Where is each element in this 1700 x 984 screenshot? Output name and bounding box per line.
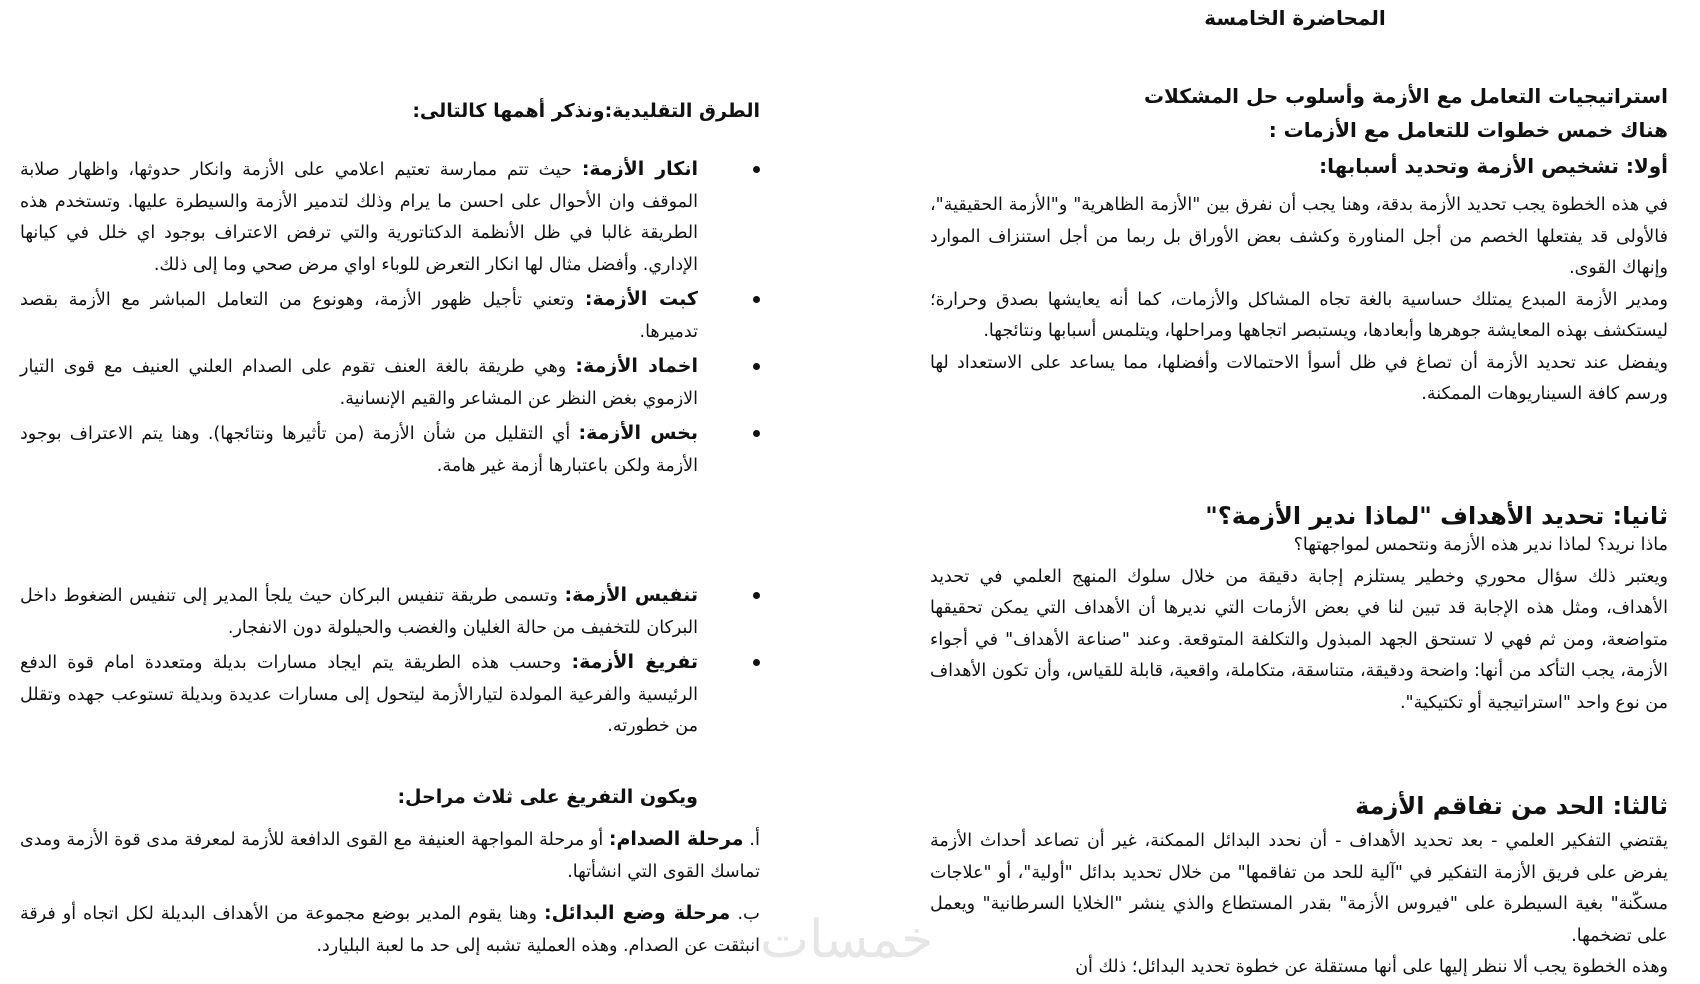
method-item: اخماد الأزمة: وهي طريقة بالغة العنف تقوم على الصدام العلني العنيف مع قوى التيار الازموي بغض النظر عن المشاعر والقيم الإنسانية. — [20, 351, 760, 415]
stage-item: ب. مرحلة وضع البدائل: وهنا يقوم المدير بوضع مجموعة من الأهداف البديلة لكل اتجاه أو فرقة انبثقت عن الصدام. وهذه العملية تشبه إلى حد ما لعبة البليارد. — [20, 902, 760, 956]
bullet-icon — [753, 659, 760, 666]
section-first-paragraph-1: في هذه الخطوة يجب تحديد الأزمة بدقة، وهنا يجب أن نفرق بين "الأزمة الظاهرية" و"الأزمة الحقيقية"، فالأولى قد يفتعلها الخصم من أجل المناورة وكشف بعض الأوراق بل ربما من أجل استنزاف الموارد وإنهاك القوى. — [930, 195, 1668, 278]
section-third-heading: ثالثا: الحد من تفاقم الأزمة — [1355, 792, 1668, 820]
method-item: بخس الأزمة: أي التقليل من شأن الأزمة (من تأثيرها ونتائجها). وهنا يتم الاعتراف بوجود الأزمة ولكن باعتبارها أزمة غير هامة. — [20, 418, 760, 482]
methods-list-1 — [20, 154, 760, 485]
section-third-paragraph: يقتضي التفكير العلمي - بعد تحديد الأهداف - أن نحدد البدائل الممكنة، غير أن تصاعد أحداث الأزمة يفرض على فريق الأزمة التفكير في "آلية للحد من تفاقمها" من خلال تحديد بدائل "أولية"، أو "علاجات مسكّنة" بغية السيطرة على "فيروس الأزمة" بقدر المستطاع والذي ينشر "الخلايا السرطانية" ويعمل على تضخمها. — [930, 831, 1668, 946]
lecture-title: المحاضرة الخامسة — [1204, 6, 1386, 30]
method-item: تنفيس الأزمة: وتسمى طريقة تنفيس البركان حيث يلجأ المدير إلى تنفيس الضغوط داخل البركان للتخفيف من حالة الغليان والغضب والحيلولة دون الانفجار. — [20, 580, 760, 644]
document-subtitle: هناك خمس خطوات للتعامل مع الأزمات : — [1268, 118, 1668, 142]
bullet-icon — [753, 296, 760, 303]
section-first-paragraph-3: ويفضل عند تحديد الأزمة أن تصاغ في ظل أسوأ الاحتمالات وأفضلها، مما يساعد على الاستعداد لها ورسم كافة السيناريوهات الممكنة. — [930, 352, 1668, 404]
right-column — [930, 0, 1668, 977]
watermark-logo: خمسات — [760, 910, 934, 970]
method-item: تفريغ الأزمة: وحسب هذه الطريقة يتم ايجاد مسارات بديلة ومتعددة امام قوة الدفع الرئيسية والفرعية المولدة لتيارالأزمة ليتحول إلى مسارات عديدة وبديلة تستوعب جهده وتقلل من خطورته. — [20, 647, 760, 743]
methods-list-2 — [20, 580, 760, 746]
section-third — [930, 792, 1668, 984]
bullet-icon — [753, 430, 760, 437]
section-first — [930, 154, 1668, 411]
section-second-question: ماذا نريد؟ لماذا ندير هذه الأزمة ونتحمس لمواجهتها؟ — [1293, 535, 1668, 555]
bullet-icon — [753, 166, 760, 173]
section-first-heading: أولا: تشخيص الأزمة وتحديد أسبابها: — [1319, 154, 1668, 178]
section-first-paragraph-2: ومدير الأزمة المبدع يمتلك حساسية بالغة تجاه المشاكل والأزمات، كما أنه يعايشها بصدق وحرارة؛ ليستكشف بهذه المعايشة جوهرها وأبعادها، ويستبصر اتجاهها ومراحلها، ويتلمس أسبابها ونتائجها. — [930, 289, 1668, 341]
traditional-methods-heading: الطرق التقليدية:ونذكر أهمها كالتالى: — [412, 100, 760, 122]
method-item: كبت الأزمة: وتعني تأجيل ظهور الأزمة، وهونوع من التعامل المباشر مع الأزمة بقصد تدميرها. — [20, 284, 760, 348]
section-second-heading: ثانيا: تحديد الأهداف "لماذا ندير الأزمة؟" — [1205, 502, 1668, 530]
bullet-icon — [753, 592, 760, 599]
section-second-paragraph: ويعتبر ذلك سؤال محوري وخطير يستلزم إجابة دقيقة من خلال سلوك المنهج العلمي في تحديد الأهداف، ومثل هذه الإجابة قد تبين لنا في بعض الأزمات التي نديرها أن الأهداف التي يمكن تحقيقها متواضعة، ومن ثم فهي لا تستحق الجهد المبذول والتكلفة المتوقعة. وعند "صناعة الأهداف" في أجواء الأزمة، يجب التأكد من أنها: واضحة ودقيقة، متناسقة، متكاملة، واقعية، قابلة للقياس، وأن تكون الأهداف من نوع واحد "استراتيجية أو تكتيكية". — [930, 566, 1668, 713]
left-column — [20, 0, 760, 970]
stage-item: أ. مرحلة الصدام: أو مرحلة المواجهة العنيفة مع القوى الدافعة للأزمة لمعرفة مدى قوة الأزمة ومدى تماسك القوى التي انشأتها. — [20, 828, 760, 882]
section-third-paragraph-2: وهذه الخطوة يجب ألا ننظر إليها على أنها مستقلة عن خطوة تحديد البدائل؛ ذلك أن — [1075, 957, 1668, 977]
stages-heading: ويكون التفريغ على ثلاث مراحل: — [397, 786, 698, 808]
bullet-icon — [753, 363, 760, 370]
section-second — [930, 502, 1668, 719]
document-title: استراتيجيات التعامل مع الأزمة وأسلوب حل المشكلات — [1143, 84, 1668, 108]
method-item: انكار الأزمة: حيث تتم ممارسة تعتيم اعلامي على الأزمة وانكار حدوثها، واظهار صلابة الموقف وان الأحوال على احسن ما يرام وذلك لتدمير الأزمة والسيطرة عليها. وتستخدم هذه الطريقة غالبا في ظل الأنظمة الدكتاتورية والتي ترفض الاعتراف بوجود اي خلل في كيانها الإداري. وأفضل مثال لها انكار التعرض للوباء اواي مرض صحي وما إلى ذلك. — [20, 154, 760, 281]
